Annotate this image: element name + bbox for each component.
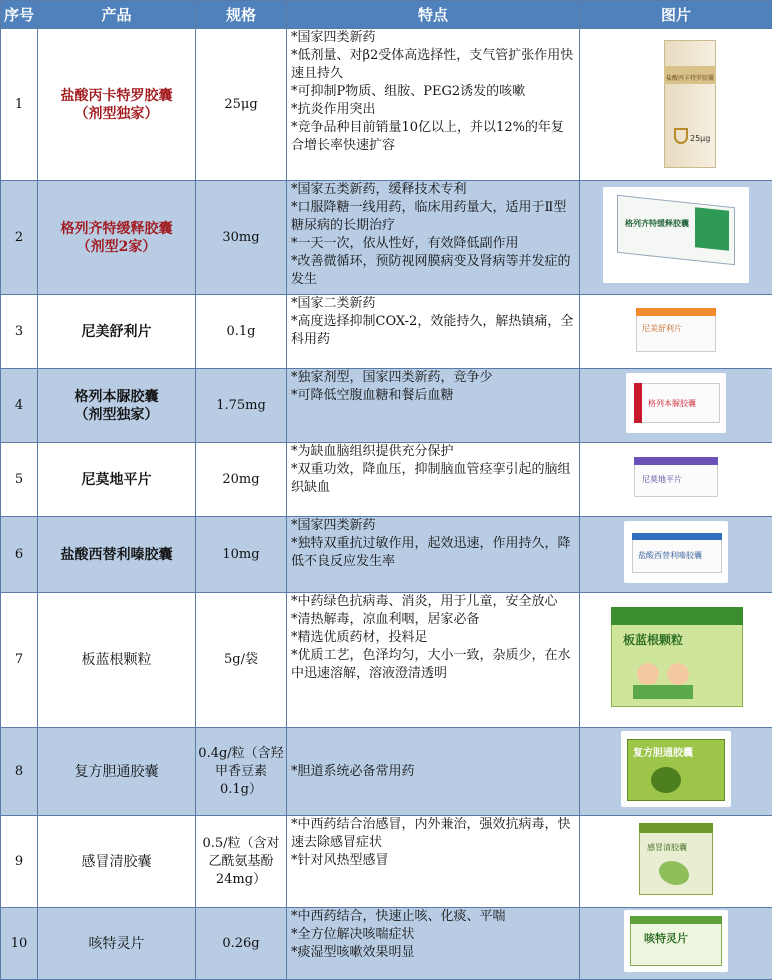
product-image-cell	[580, 369, 772, 443]
product-name	[38, 443, 196, 517]
product-spec: 30mg	[196, 181, 287, 295]
product-features	[287, 443, 580, 517]
product-name-note: （剂型独家）	[74, 406, 159, 423]
product-name-line: 板蓝根颗粒	[81, 652, 152, 668]
row-number: 4	[1, 369, 38, 443]
product-spec: 1.75mg	[196, 369, 287, 443]
product-features	[287, 593, 580, 728]
row-number: 7	[1, 593, 38, 728]
product-features	[287, 369, 580, 443]
row-number: 1	[1, 29, 38, 181]
feature-line: *双重功效，降血压，抑制脑血管痉挛引起的脑组织缺血	[291, 462, 571, 495]
product-features	[287, 728, 580, 816]
product-name-line: 感冒清胶囊	[81, 853, 152, 870]
header-no: 序号	[1, 1, 38, 29]
product-spec: 20mg	[196, 443, 287, 517]
header-product: 产品	[38, 1, 196, 29]
cetirizine-box-icon	[624, 521, 728, 583]
product-spec: 5g/袋	[196, 593, 287, 728]
feature-line: *口服降糖一线用药，临床用药量大，适用于Ⅱ型糖尿病的长期治疗	[291, 200, 567, 233]
pack-dose: 25μg	[690, 133, 711, 143]
product-name	[38, 816, 196, 908]
pack-label: 感冒清胶囊	[647, 842, 687, 852]
row-number: 6	[1, 517, 38, 593]
feature-line: *一天一次，依从性好，有效降低副作用	[291, 236, 519, 251]
feature-line: *竞争品种目前销量10亿以上，并以12%的年复合增长率快速扩容	[291, 120, 564, 153]
feature-line: *独特双重抗过敏作用，起效迅速，作用持久，降低不良反应发生率	[291, 536, 571, 569]
feature-line: *痰湿型咳嗽效果明显	[291, 945, 415, 960]
pack-label: 盐酸西替利嗪胶囊	[638, 550, 702, 560]
gliclazide-box-icon	[603, 187, 749, 283]
product-spec: 25μg	[196, 29, 287, 181]
table-row	[1, 369, 772, 443]
pack-label: 板蓝根颗粒	[623, 633, 684, 647]
nimodipine-box-icon	[628, 447, 724, 507]
table-row	[1, 29, 772, 181]
product-name-note: （剂型2家）	[76, 238, 157, 255]
product-image-cell	[580, 728, 772, 816]
feature-line: *中西药结合治感冒，内外兼治，强效抗病毒，快速去除感冒症状	[291, 817, 571, 850]
row-number: 8	[1, 728, 38, 816]
product-name	[38, 295, 196, 369]
table-row	[1, 517, 772, 593]
feature-line: *改善微循环，预防视网膜病变及肾病等并发症的发生	[291, 254, 571, 287]
row-number: 2	[1, 181, 38, 295]
product-name-line: 格列齐特缓释胶囊	[60, 220, 173, 237]
header-image: 图片	[580, 1, 772, 29]
product-name	[38, 517, 196, 593]
product-name-line: 格列本脲胶囊	[74, 388, 159, 405]
pack-label: 咳特灵片	[644, 931, 688, 945]
product-spec: 0.4g/粒（含羟甲香豆素0.1g）	[196, 728, 287, 816]
header-row	[1, 1, 772, 29]
pack-label: 尼莫地平片	[642, 474, 682, 484]
row-number: 10	[1, 908, 38, 980]
feature-line: *中西药结合，快速止咳、化痰、平喘	[291, 909, 506, 924]
product-name	[38, 181, 196, 295]
pack-label: 尼美舒利片	[642, 323, 682, 333]
product-name	[38, 593, 196, 728]
pack-label: 格列本脲胶囊	[648, 398, 696, 408]
product-image-cell	[580, 295, 772, 369]
product-name-line: 盐酸丙卡特罗胶囊	[60, 87, 173, 104]
product-features	[287, 517, 580, 593]
table-row	[1, 181, 772, 295]
product-image-cell	[580, 593, 772, 728]
table-row	[1, 816, 772, 908]
product-name-line: 尼美舒利片	[81, 323, 152, 340]
feature-line: *可降低空腹血糖和餐后血糖	[291, 388, 454, 403]
product-spec: 10mg	[196, 517, 287, 593]
product-image-cell	[580, 517, 772, 593]
glibenclamide-box-icon	[626, 373, 726, 433]
product-image-cell	[580, 816, 772, 908]
product-image-cell	[580, 181, 772, 295]
feature-line: *独家剂型，国家四类新药，竞争少	[291, 370, 493, 385]
feature-line: *中药绿色抗病毒、消炎，用于儿童，安全放心	[291, 594, 558, 609]
header-spec: 规格	[196, 1, 287, 29]
product-image-cell	[580, 29, 772, 181]
row-number: 5	[1, 443, 38, 517]
table-row	[1, 593, 772, 728]
product-spec: 0.5/粒（含对乙酰氨基酚24mg）	[196, 816, 287, 908]
feature-line: *优质工艺，色泽均匀，大小一致，杂质少，在水中迅速溶解，溶液澄清透明	[291, 648, 571, 681]
table-row	[1, 728, 772, 816]
row-number: 3	[1, 295, 38, 369]
product-features	[287, 908, 580, 980]
banlangen-granules-box-icon	[597, 593, 755, 721]
product-name-line: 复方胆通胶囊	[74, 763, 159, 780]
product-name	[38, 369, 196, 443]
feature-line: *全方位解决咳喘症状	[291, 927, 415, 942]
product-spec: 0.1g	[196, 295, 287, 369]
product-features	[287, 295, 580, 369]
feature-line: *可抑制P物质、组胺、PEG2诱发的咳嗽	[291, 84, 526, 99]
procaterol-capsule-box-icon	[624, 32, 728, 172]
feature-line: *抗炎作用突出	[291, 102, 376, 117]
feature-line: *精选优质药材，投料足	[291, 630, 428, 645]
pack-label: 盐酸丙卡特罗胶囊	[666, 74, 715, 82]
feature-line: *为缺血脑组织提供充分保护	[291, 444, 454, 459]
ketelin-box-icon	[624, 910, 728, 972]
feature-line: *清热解毒，凉血利咽，居家必备	[291, 612, 480, 627]
product-name-line: 尼莫地平片	[81, 471, 152, 488]
table-row	[1, 443, 772, 517]
feature-line: *国家四类新药	[291, 518, 376, 533]
ganmaoqing-box-icon	[633, 817, 719, 901]
pack-label: 格列齐特缓释胶囊	[625, 218, 689, 228]
feature-line: *高度选择抑制COX-2，效能持久，解热镇痛，全科用药	[291, 314, 574, 347]
product-features	[287, 29, 580, 181]
feature-line: *针对风热型感冒	[291, 853, 389, 868]
feature-line: *国家五类新药，缓释技术专利	[291, 182, 467, 197]
product-image-cell	[580, 908, 772, 980]
product-name	[38, 728, 196, 816]
fufang-dantong-box-icon	[621, 731, 731, 807]
feature-line: *国家二类新药	[291, 296, 376, 311]
header-features: 特点	[287, 1, 580, 29]
table-row	[1, 908, 772, 980]
product-features	[287, 181, 580, 295]
feature-line: *低剂量、对β2受体高选择性，支气管扩张作用快速且持久	[291, 48, 574, 81]
product-name-line: 咳特灵片	[88, 935, 145, 952]
product-name	[38, 29, 196, 181]
product-name-line: 盐酸西替利嗪胶囊	[60, 546, 173, 563]
product-name	[38, 908, 196, 980]
product-name-note: （剂型独家）	[74, 105, 159, 122]
product-spec: 0.26g	[196, 908, 287, 980]
feature-line: *国家四类新药	[291, 30, 376, 45]
feature-line: *胆道系统必备常用药	[291, 763, 415, 779]
row-number: 9	[1, 816, 38, 908]
pack-label: 复方胆通胶囊	[633, 747, 693, 759]
product-features	[287, 816, 580, 908]
table-row	[1, 295, 772, 369]
product-image-cell	[580, 443, 772, 517]
nimesulide-box-icon	[630, 296, 722, 362]
